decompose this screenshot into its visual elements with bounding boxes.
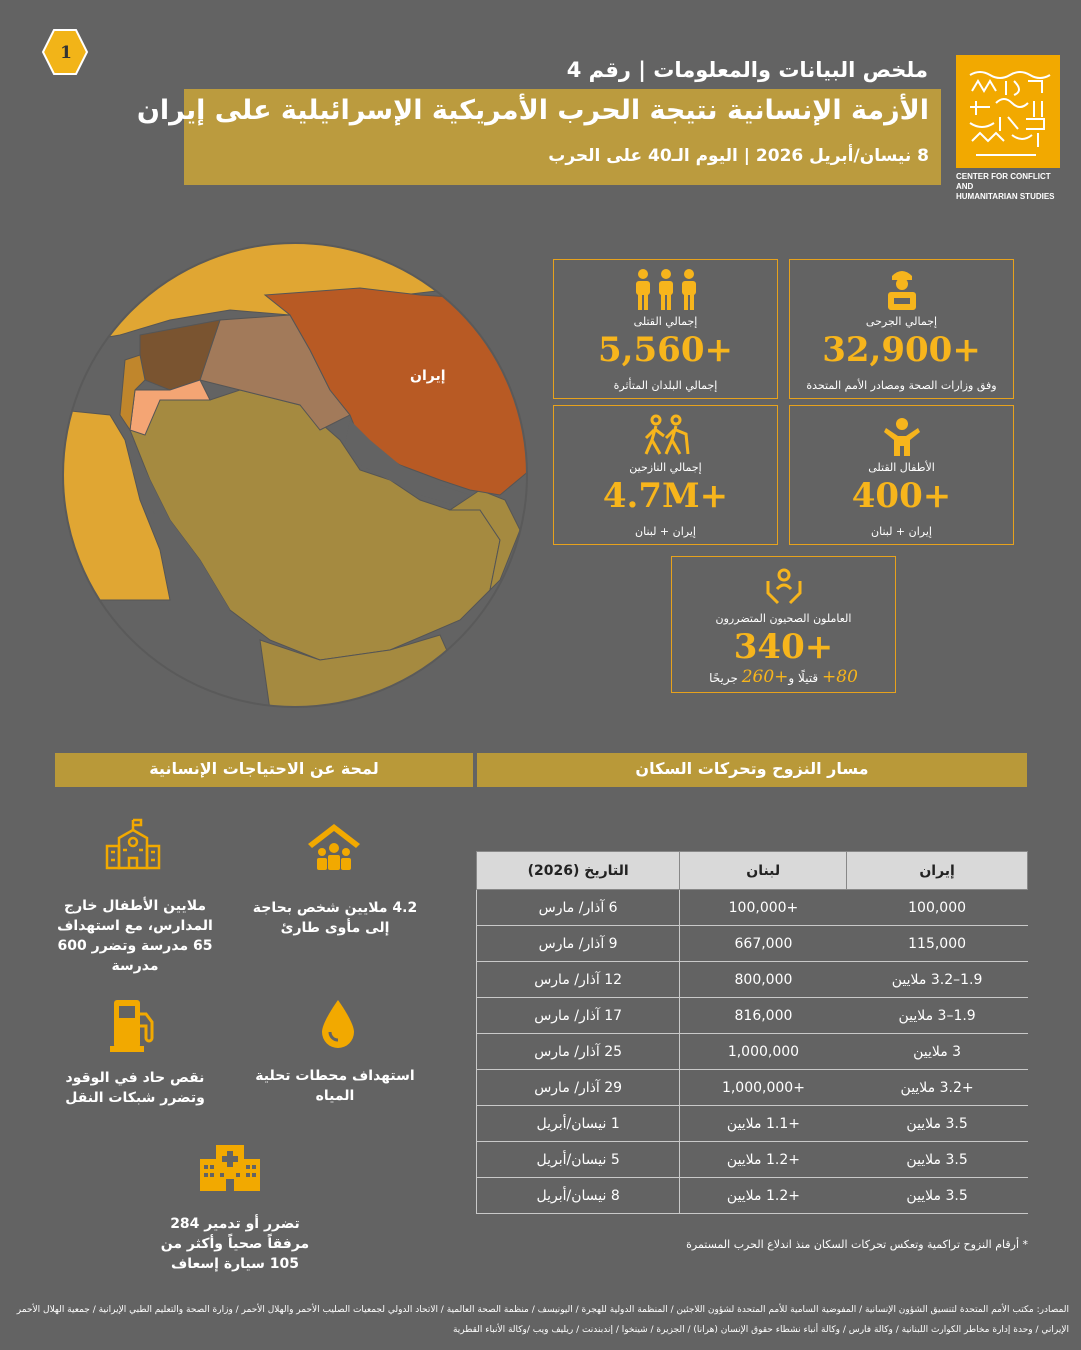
fuel-pump-icon <box>110 996 158 1052</box>
need-fuel: نقص حاد في الوقود وتضرر شبكات النقل <box>65 1070 205 1106</box>
table-row: 1.9–3 ملايين 816,000 17 آذار/ مارس <box>477 998 1028 1034</box>
stat-health-label: العاملون الصحيون المتضررون <box>715 612 852 625</box>
school-icon <box>105 818 161 870</box>
stat-displaced-sub: إيران + لبنان <box>635 525 696 538</box>
stat-children-label: الأطفال القتلى <box>868 461 935 474</box>
map-label-iran: إيران <box>410 368 446 384</box>
displacement-section-title: مسار النزوح وتحركات السكان <box>635 759 869 778</box>
table-row: 3 ملايين 1,000,000 25 آذار/ مارس <box>477 1034 1028 1070</box>
stat-children <box>789 405 1014 545</box>
displacement-section-bar <box>477 753 1027 787</box>
sources-line-2: الإيراني / وحدة إدارة مخاطر الكوارث اللبنانية / وكالة فارس / وكالة أنباء نشطاء حقوق الإنسان (هرانا) / الجزيرة / شينخوا / إندبندنت / ريليف ويب /وكالة الأنباء القطرية <box>452 1325 1069 1335</box>
stat-injured-label: إجمالي الجرحى <box>865 315 938 328</box>
displacement-note: * أرقام النزوح تراكمية وتعكس تحركات السكان منذ اندلاع الحرب المستمرة <box>686 1238 1028 1251</box>
stat-health-value: +340 <box>733 627 834 667</box>
table-row: 100,000 +100,000 6 آذار/ مارس <box>477 890 1028 926</box>
table-header-iran: إيران <box>847 852 1028 890</box>
title-box <box>136 89 941 185</box>
stat-displaced-label: إجمالي النازحين <box>629 461 702 474</box>
walking-people-icon <box>638 414 694 458</box>
stat-killed-label: إجمالي القتلى <box>633 315 698 328</box>
child-icon <box>882 414 922 458</box>
table-header-lebanon: لبنان <box>680 852 847 890</box>
stat-children-value: +400 <box>851 476 952 516</box>
injured-person-icon <box>882 268 922 312</box>
table-row: 3.5 ملايين +1.2 ملايين 8 نيسان/أبريل <box>477 1178 1028 1214</box>
table-row: 115,000 667,000 9 آذار/ مارس <box>477 926 1028 962</box>
sources-line-1: المصادر: مكتب الأمم المتحدة لتنسيق الشؤون الإنسانية / المفوضية السامية للأمم المتحدة لشؤون اللاجئين / المنظمة الدولية للهجرة / اليونيسف / منظمة الصحة العالمية / الاتحاد الدولي لجمعيات الصليب الأحمر والهلال الأحمر / وزارة الصحة والتعليم الطبي الإيرانية / جمعية الهلال الأحمر <box>16 1305 1069 1315</box>
displacement-table <box>476 851 1028 1214</box>
stat-injured-sub: وفق وزارات الصحة ومصادر الأمم المتحدة <box>806 379 997 392</box>
stat-displaced-value: +4.7M <box>602 476 729 516</box>
stat-killed-sub: إجمالي البلدان المتأثرة <box>613 379 718 392</box>
stat-injured-value: +32,900 <box>822 330 981 370</box>
report-date: 8 نيسان/أبريل 2026 | اليوم الـ40 على الحرب <box>548 146 929 166</box>
hands-person-icon <box>764 565 804 605</box>
need-health: تضرر أو تدمير 284 مرفقاً صحياً وأكثر من 105 سيارة إسعاف <box>160 1216 310 1272</box>
center-name: CENTER FOR CONFLICT AND HUMANITARIAN STUDIES <box>956 172 1055 201</box>
shelter-icon <box>306 822 362 872</box>
stat-displaced <box>553 405 778 545</box>
needs-section-bar <box>55 753 473 787</box>
stat-children-sub: إيران + لبنان <box>871 525 932 538</box>
need-shelter: 4.2 ملايين شخص بحاجة إلى مأوى طارئ <box>252 900 418 936</box>
sources <box>10 1300 1069 1340</box>
page-number-badge <box>40 27 90 77</box>
stat-killed-value: +5,560 <box>598 330 733 370</box>
stat-injured <box>789 259 1014 399</box>
page-number: 1 <box>60 43 72 63</box>
water-drop-icon <box>318 998 358 1050</box>
center-logo <box>956 55 1060 168</box>
stat-health-breakdown: 80+ قتيلًا و+260 جريحًا <box>709 667 858 687</box>
table-row: 3.5 ملايين +1.1 ملايين 1 نيسان/أبريل <box>477 1106 1028 1142</box>
report-title: الأزمة الإنسانية نتيجة الحرب الأمريكية الإسرائيلية على إيران <box>136 95 929 126</box>
stat-health-workers <box>671 556 896 693</box>
people-icon <box>631 268 701 312</box>
region-map <box>60 240 530 710</box>
stat-killed <box>553 259 778 399</box>
report-subtitle: ملخص البيانات والمعلومات | رقم 4 <box>566 58 928 82</box>
hospital-icon <box>198 1143 262 1191</box>
table-row: 1.9–3.2 ملايين 800,000 12 آذار/ مارس <box>477 962 1028 998</box>
needs-section-title: لمحة عن الاحتياجات الإنسانية <box>149 759 379 778</box>
table-row: +3.2 ملايين +1,000,000 29 آذار/ مارس <box>477 1070 1028 1106</box>
table-row: 3.5 ملايين +1.2 ملايين 5 نيسان/أبريل <box>477 1142 1028 1178</box>
table-header-date: التاريخ (2026) <box>477 852 680 890</box>
need-water: استهداف محطات تحلية المياه <box>255 1068 415 1104</box>
need-schools: ملايين الأطفال خارج المدارس، مع استهداف 65 مدرسة وتضرر 600 مدرسة <box>57 898 213 974</box>
